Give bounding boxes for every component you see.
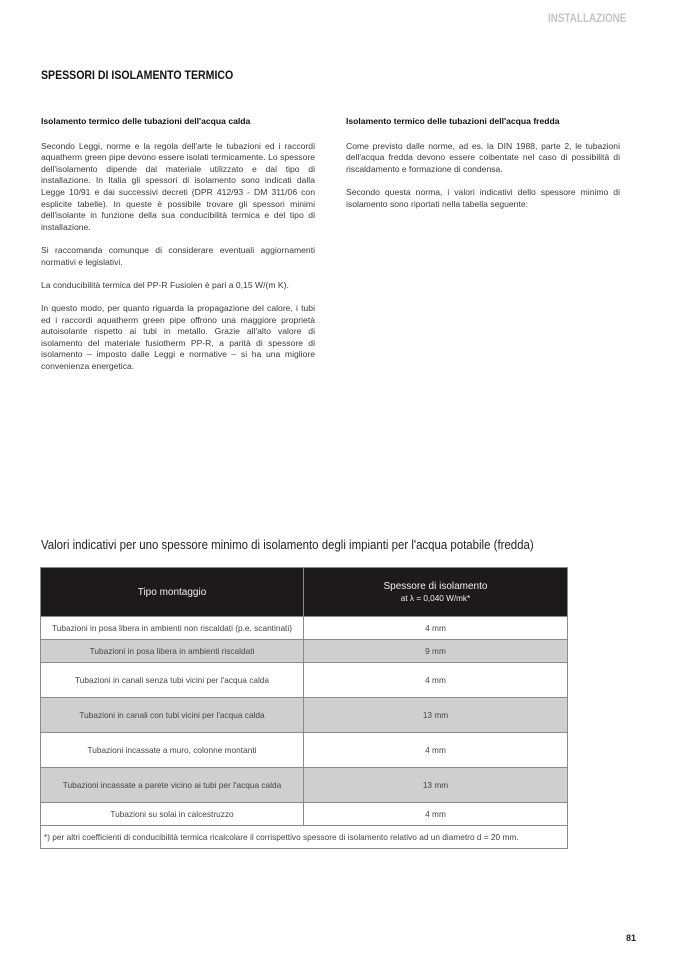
- table-footnote-row: [41, 826, 568, 849]
- header-thickness-main: Spessore di isolamento: [383, 581, 488, 592]
- cell-type: Tubazioni in canali con tubi vicini per l'acqua calda: [41, 698, 304, 733]
- cell-thickness: 4 mm: [304, 663, 568, 698]
- cell-thickness: 4 mm: [304, 733, 568, 768]
- table-header-row: [41, 568, 568, 617]
- table-row: [41, 803, 568, 826]
- cell-thickness: 13 mm: [304, 768, 568, 803]
- cell-type: Tubazioni in canali senza tubi vicini per l'acqua calda: [41, 663, 304, 698]
- left-paragraph-2: Si raccomanda comunque di considerare eventuali aggiornamenti normativi e legislativi.: [41, 244, 315, 267]
- page-title: SPESSORI DI ISOLAMENTO TERMICO: [41, 68, 234, 82]
- cell-thickness: 4 mm: [304, 617, 568, 640]
- table-row: [41, 663, 568, 698]
- left-paragraph-1: Secondo Leggi, norme e la regola dell'arte le tubazioni ed i raccordi aquatherm green pipe devono essere isolati termicamente. Lo spessore dell'isolamento dipende dal materiale utilizzato e dal tipo di installazione. In Italia gli spessori di isolamento sono indicati dalla Legge 10/91 e dai successivi decreti (DPR 412/93 - DM 311/06 con esplicite tabelle). In queste è possibile trovare gli spessori minimi dell'isolante in funzione della sua conducibilità termica e del tipo di installazione.: [41, 140, 315, 232]
- header-mounting-type: Tipo montaggio: [41, 568, 304, 617]
- right-paragraph-2: Secondo questa norma, i valori indicativi dello spessore minimo di isolamento sono riportati nella tabella seguente:: [346, 186, 620, 209]
- header-thickness-sub: at λ = 0,040 W/mk*: [400, 594, 471, 603]
- left-paragraph-3: La conducibilità termica del PP-R Fusiolen è pari a 0,15 W/(m K).: [41, 279, 289, 290]
- table-row: [41, 768, 568, 803]
- cell-thickness: 9 mm: [304, 640, 568, 663]
- table-footnote: *) per altri coefficienti di conducibilità termica ricalcolare il corrispettivo spessore di isolamento relativo ad un diametro d = 20 mm.: [41, 826, 568, 849]
- cell-type: Tubazioni incassate a muro, colonne montanti: [41, 733, 304, 768]
- section-label: INSTALLAZIONE: [548, 13, 627, 25]
- cell-type: Tubazioni su solai in calcestruzzo: [41, 803, 304, 826]
- right-column-heading: Isolamento termico delle tubazioni dell'acqua fredda: [346, 116, 560, 126]
- table-row: [41, 733, 568, 768]
- cell-type: Tubazioni incassate a parete vicino ai tubi per l'acqua calda: [41, 768, 304, 803]
- left-column: [41, 116, 315, 384]
- cell-thickness: 13 mm: [304, 698, 568, 733]
- insulation-table: [40, 567, 568, 849]
- cell-type: Tubazioni in posa libera in ambienti non riscaldati (p.e. scantinati): [41, 617, 304, 640]
- right-column: [346, 116, 620, 222]
- table-row: [41, 640, 568, 663]
- table-title: Valori indicativi per uno spessore minimo di isolamento degli impianti per l'acqua potabile (fredda): [41, 537, 534, 552]
- table-row: [41, 698, 568, 733]
- left-column-heading: Isolamento termico delle tubazioni dell'acqua calda: [41, 116, 251, 126]
- left-paragraph-4: In questo modo, per quanto riguarda la propagazione del calore, i tubi ed i raccordi aquatherm green pipe offrono una maggiore proprietà autoisolante rispetto ai tubi in metallo. Grazie all'alto valore di isolamento del materiale fusiotherm PP-R, a parità di spessore di isolamento – imposto dalle Leggi e normative – si ha una migliore convenienza energetica.: [41, 302, 315, 371]
- table-row: [41, 617, 568, 640]
- cell-type: Tubazioni in posa libera in ambienti riscaldati: [41, 640, 304, 663]
- right-paragraph-1: Come previsto dalle norme, ad es. la DIN 1988, parte 2, le tubazioni dell'acqua fredda devono essere coibentate nel caso di possibilità di riscaldamento e formazione di condensa.: [346, 140, 620, 174]
- page-number: 81: [626, 933, 637, 943]
- header-thickness: [304, 568, 568, 617]
- cell-thickness: 4 mm: [304, 803, 568, 826]
